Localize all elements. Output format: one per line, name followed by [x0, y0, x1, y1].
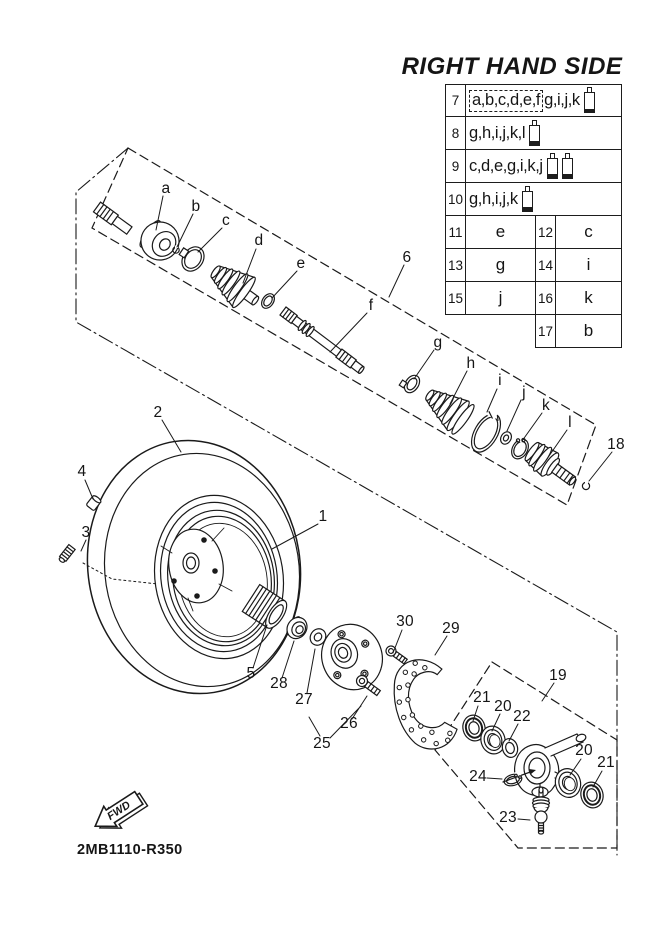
callout-label-b: b — [191, 198, 201, 215]
callout-label-26: 26 — [340, 715, 358, 732]
part-letter-list: c,d,e,g,i,k,j — [466, 150, 621, 182]
parts-reference-table — [445, 84, 622, 348]
part-letter: b — [583, 321, 594, 340]
part-letter: j — [466, 282, 536, 314]
cv-boot-part-h — [417, 379, 477, 436]
oil-seal-part-21-right — [578, 780, 606, 811]
callout-label-a: a — [161, 180, 171, 197]
table-row-ref-8 — [445, 117, 622, 150]
callout-label-6: 6 — [402, 249, 412, 266]
callout-label-20: 20 — [494, 698, 512, 715]
clip-part-18 — [582, 481, 589, 490]
table-row-ref-7 — [445, 84, 622, 117]
fwd-arrow-label: FWD — [105, 799, 133, 823]
callout-label-22: 22 — [513, 708, 531, 725]
ref-number: 16 — [536, 282, 556, 314]
part-letter-list: g,h,i,j,k — [466, 183, 621, 215]
part-letter-list: a,b,c,d,e,f g,i,j,k — [466, 85, 621, 116]
part-letter: k — [584, 288, 593, 307]
ref-number: 9 — [446, 150, 466, 182]
callout-label-3: 3 — [81, 524, 91, 541]
table-row-ref-9 — [445, 150, 622, 183]
callout-label-2: 2 — [153, 404, 163, 421]
callout-label-23: 23 — [499, 809, 517, 826]
outer-cv-joint-part-l — [521, 438, 583, 494]
callout-label-21: 21 — [597, 754, 615, 771]
callout-label-27: 27 — [295, 691, 313, 708]
grease-tube-icon — [584, 92, 595, 113]
ref-to-part-mapping-rows — [445, 216, 622, 348]
boot-clamp-part-c — [174, 240, 208, 275]
part-letter: c — [584, 222, 593, 241]
valve-stem-part-3 — [58, 545, 76, 564]
boxed-part-letters: a,b,c,d,e,f — [469, 90, 543, 112]
clip-part-j — [498, 430, 513, 446]
part-letter: e — [466, 216, 536, 248]
callout-label-20: 20 — [575, 742, 593, 759]
callout-label-4: 4 — [77, 463, 87, 480]
drive-shaft-part-f — [279, 306, 366, 375]
grease-tube-icon — [522, 191, 533, 212]
callout-label-28: 28 — [270, 675, 288, 692]
ref-number: 15 — [446, 282, 466, 314]
table-row-pair — [445, 216, 622, 249]
part-letter-list: g,h,i,j,k,l — [466, 117, 621, 149]
callout-label-g: g — [433, 334, 443, 351]
cv-boot-part-d — [203, 255, 268, 316]
boot-band-part-i — [466, 407, 508, 457]
grease-tube-icon — [547, 158, 558, 179]
page-title: RIGHT HAND SIDE — [401, 53, 623, 80]
brake-disc-guard-part-29 — [385, 653, 463, 756]
callout-label-21: 21 — [473, 689, 491, 706]
ref-number: 13 — [446, 249, 466, 281]
ref-number: 11 — [446, 216, 466, 248]
callout-label-29: 29 — [442, 620, 460, 637]
wheel-hub-part-25 — [313, 616, 392, 699]
ref-number: 14 — [536, 249, 556, 281]
callout-label-f: f — [368, 297, 374, 314]
callout-label-k: k — [541, 397, 551, 414]
small-clamp-part-g — [398, 371, 422, 396]
callout-label-1: 1 — [318, 508, 328, 525]
ref-number: 10 — [446, 183, 466, 215]
small-clamp-part-e — [259, 291, 277, 310]
callout-label-h: h — [466, 355, 476, 372]
table-row-pair — [535, 315, 622, 348]
ref-number: 8 — [446, 117, 466, 149]
callout-label-j: j — [522, 384, 526, 401]
table-row-pair — [445, 282, 622, 315]
callout-label-24: 24 — [469, 768, 487, 785]
callout-label-30: 30 — [396, 613, 414, 630]
grease-tube-icon — [562, 158, 573, 179]
callout-label-25: 25 — [313, 735, 331, 752]
callout-label-l: l — [568, 414, 572, 431]
ref-number: 17 — [536, 315, 556, 347]
ref-number: 7 — [446, 85, 466, 116]
grease-application-rows — [445, 84, 622, 216]
callout-label-e: e — [296, 255, 306, 272]
drawing-code: 2MB1110-R350 — [77, 842, 183, 858]
grease-tube-icon — [529, 125, 540, 146]
part-letter: i — [586, 255, 591, 274]
callout-label-5: 5 — [246, 665, 256, 682]
callout-label-19: 19 — [549, 667, 567, 684]
part-letter: g — [466, 249, 536, 281]
callout-label-d: d — [254, 232, 264, 249]
table-row-pair — [445, 249, 622, 282]
table-row-ref-10 — [445, 183, 622, 216]
callout-label-18: 18 — [607, 436, 625, 453]
callout-label-c: c — [221, 212, 231, 229]
inner-cv-joint-part-a — [93, 202, 186, 267]
ref-number: 12 — [536, 216, 556, 248]
callout-label-i: i — [498, 372, 502, 389]
guard-bolt-part-30 — [384, 644, 408, 666]
